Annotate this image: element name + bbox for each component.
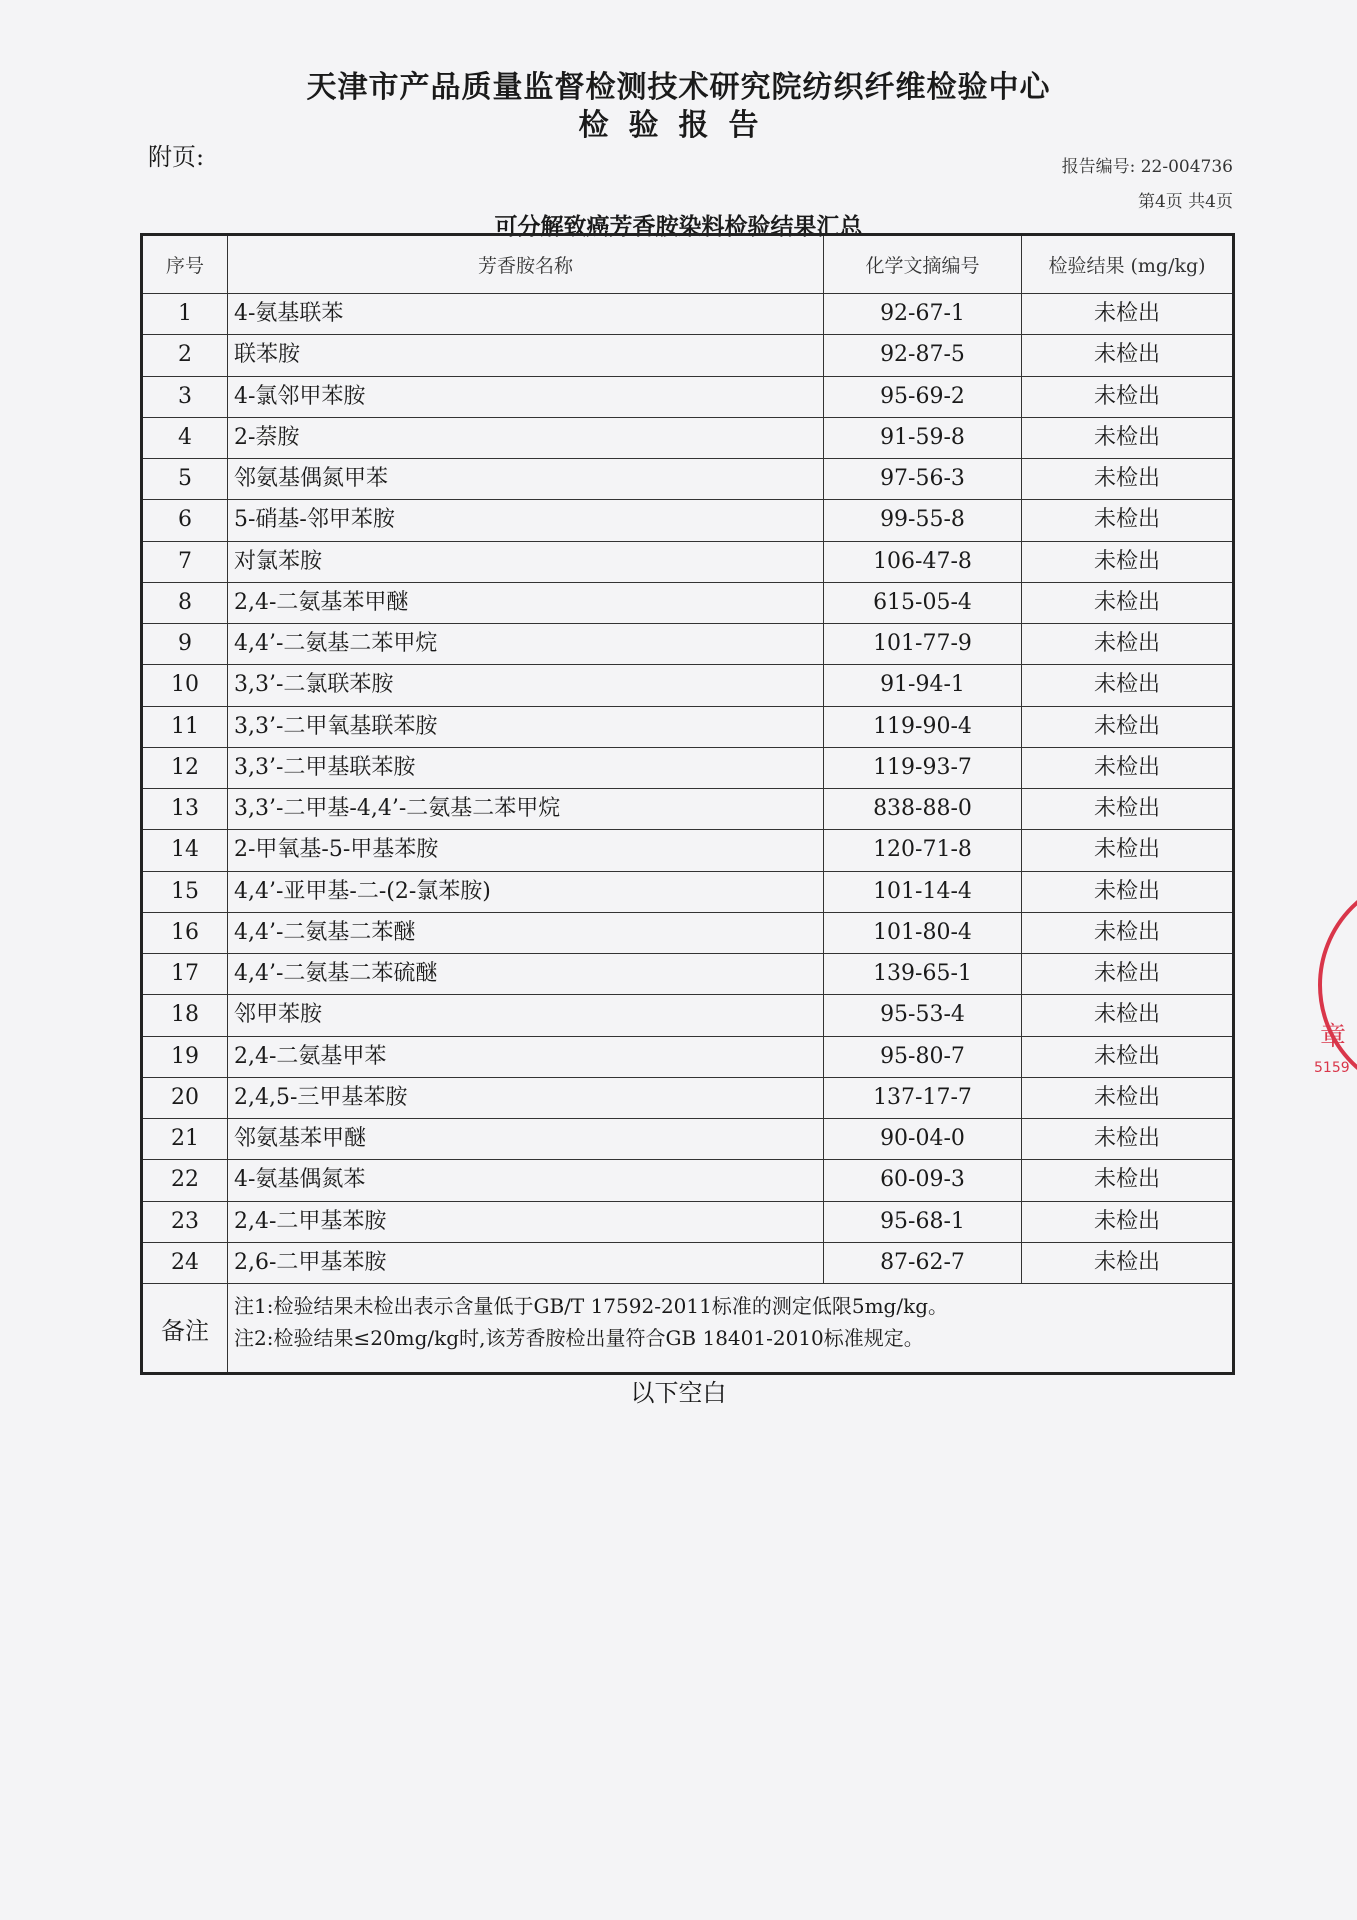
row-result: 未检出	[1022, 789, 1234, 830]
row-amine-name: 4-氯邻甲苯胺	[228, 376, 824, 417]
column-header-seq: 序号	[142, 235, 228, 294]
report-number: 报告编号: 22-004736	[1061, 157, 1233, 177]
row-cas-number: 615-05-4	[824, 582, 1022, 623]
blank-below-note: 以下空白	[630, 1379, 727, 1407]
row-cas-number: 99-55-8	[824, 500, 1022, 541]
row-amine-name: 邻氨基偶氮甲苯	[228, 459, 824, 500]
row-cas-number: 90-04-0	[824, 1119, 1022, 1160]
row-result: 未检出	[1022, 1201, 1234, 1242]
row-amine-name: 2,6-二甲基苯胺	[228, 1242, 824, 1283]
row-seq: 13	[142, 789, 228, 830]
row-cas-number: 95-53-4	[824, 995, 1022, 1036]
row-cas-number: 91-94-1	[824, 665, 1022, 706]
row-result: 未检出	[1022, 1077, 1234, 1118]
remark-note-1: 注1:检验结果未检出表示含量低于GB/T 17592-2011标准的测定低限5mg/kg。	[234, 1294, 949, 1318]
table-row	[142, 417, 1234, 458]
remarks-row	[142, 1284, 1234, 1374]
table-row	[142, 1242, 1234, 1283]
row-cas-number: 87-62-7	[824, 1242, 1022, 1283]
table-row	[142, 624, 1234, 665]
row-seq: 2	[142, 335, 228, 376]
row-amine-name: 联苯胺	[228, 335, 824, 376]
appendix-label: 附页:	[148, 143, 205, 171]
table-row	[142, 335, 1234, 376]
row-result: 未检出	[1022, 665, 1234, 706]
row-result: 未检出	[1022, 624, 1234, 665]
row-seq: 21	[142, 1119, 228, 1160]
row-seq: 1	[142, 294, 228, 335]
row-result: 未检出	[1022, 1119, 1234, 1160]
row-seq: 19	[142, 1036, 228, 1077]
official-seal	[1300, 870, 1357, 1100]
table-row	[142, 1036, 1234, 1077]
row-amine-name: 2-萘胺	[228, 417, 824, 458]
table-row	[142, 871, 1234, 912]
row-seq: 11	[142, 706, 228, 747]
row-amine-name: 4,4’-二氨基二苯甲烷	[228, 624, 824, 665]
row-result: 未检出	[1022, 830, 1234, 871]
row-seq: 20	[142, 1077, 228, 1118]
table-row	[142, 1201, 1234, 1242]
table-title: 可分解致癌芳香胺染料检验结果汇总	[494, 214, 863, 240]
row-result: 未检出	[1022, 500, 1234, 541]
table-row	[142, 789, 1234, 830]
row-cas-number: 120-71-8	[824, 830, 1022, 871]
row-seq: 8	[142, 582, 228, 623]
row-amine-name: 4,4’-亚甲基-二-(2-氯苯胺)	[228, 871, 824, 912]
table-row	[142, 954, 1234, 995]
row-seq: 7	[142, 541, 228, 582]
row-seq: 6	[142, 500, 228, 541]
row-cas-number: 95-68-1	[824, 1201, 1022, 1242]
row-seq: 17	[142, 954, 228, 995]
row-cas-number: 92-67-1	[824, 294, 1022, 335]
column-header-name: 芳香胺名称	[228, 235, 824, 294]
row-cas-number: 95-80-7	[824, 1036, 1022, 1077]
page-number: 第4页 共4页	[1137, 192, 1233, 212]
row-cas-number: 91-59-8	[824, 417, 1022, 458]
row-result: 未检出	[1022, 459, 1234, 500]
row-amine-name: 5-硝基-邻甲苯胺	[228, 500, 824, 541]
table-header-row	[142, 235, 1234, 294]
row-cas-number: 95-69-2	[824, 376, 1022, 417]
table-row	[142, 1160, 1234, 1201]
row-seq: 15	[142, 871, 228, 912]
row-result: 未检出	[1022, 417, 1234, 458]
row-cas-number: 137-17-7	[824, 1077, 1022, 1118]
results-table	[140, 233, 1235, 1375]
table-row	[142, 541, 1234, 582]
row-seq: 5	[142, 459, 228, 500]
remark-note-2: 注2:检验结果≤20mg/kg时,该芳香胺检出量符合GB 18401-2010标准规定。	[234, 1326, 924, 1350]
row-seq: 4	[142, 417, 228, 458]
row-amine-name: 2,4,5-三甲基苯胺	[228, 1077, 824, 1118]
row-result: 未检出	[1022, 747, 1234, 788]
table-row	[142, 1077, 1234, 1118]
row-seq: 22	[142, 1160, 228, 1201]
table-row	[142, 706, 1234, 747]
row-amine-name: 4,4’-二氨基二苯硫醚	[228, 954, 824, 995]
remarks-label: 备注	[142, 1284, 228, 1374]
table-row	[142, 582, 1234, 623]
row-seq: 14	[142, 830, 228, 871]
row-result: 未检出	[1022, 1160, 1234, 1201]
row-seq: 10	[142, 665, 228, 706]
remarks-cell	[228, 1284, 1234, 1374]
table-row	[142, 830, 1234, 871]
row-result: 未检出	[1022, 541, 1234, 582]
row-cas-number: 838-88-0	[824, 789, 1022, 830]
row-amine-name: 邻甲苯胺	[228, 995, 824, 1036]
row-result: 未检出	[1022, 706, 1234, 747]
row-cas-number: 97-56-3	[824, 459, 1022, 500]
table-row	[142, 294, 1234, 335]
row-result: 未检出	[1022, 294, 1234, 335]
seal-text-number: 5159	[1314, 1060, 1350, 1076]
row-result: 未检出	[1022, 1036, 1234, 1077]
row-amine-name: 3,3’-二氯联苯胺	[228, 665, 824, 706]
row-amine-name: 2,4-二甲基苯胺	[228, 1201, 824, 1242]
row-amine-name: 3,3’-二甲基联苯胺	[228, 747, 824, 788]
row-amine-name: 4-氨基联苯	[228, 294, 824, 335]
table-row	[142, 1119, 1234, 1160]
row-amine-name: 2,4-二氨基苯甲醚	[228, 582, 824, 623]
table-row	[142, 665, 1234, 706]
row-cas-number: 119-93-7	[824, 747, 1022, 788]
row-cas-number: 119-90-4	[824, 706, 1022, 747]
row-result: 未检出	[1022, 995, 1234, 1036]
row-result: 未检出	[1022, 912, 1234, 953]
row-result: 未检出	[1022, 582, 1234, 623]
row-result: 未检出	[1022, 1242, 1234, 1283]
row-seq: 12	[142, 747, 228, 788]
row-result: 未检出	[1022, 871, 1234, 912]
table-row	[142, 459, 1234, 500]
table-row	[142, 747, 1234, 788]
table-row	[142, 995, 1234, 1036]
seal-text-zhang: 章	[1320, 1022, 1347, 1052]
row-amine-name: 2-甲氧基-5-甲基苯胺	[228, 830, 824, 871]
row-cas-number: 139-65-1	[824, 954, 1022, 995]
row-cas-number: 106-47-8	[824, 541, 1022, 582]
row-cas-number: 101-77-9	[824, 624, 1022, 665]
row-seq: 9	[142, 624, 228, 665]
row-seq: 24	[142, 1242, 228, 1283]
row-cas-number: 60-09-3	[824, 1160, 1022, 1201]
row-amine-name: 邻氨基苯甲醚	[228, 1119, 824, 1160]
column-header-cas: 化学文摘编号	[824, 235, 1022, 294]
row-amine-name: 3,3’-二甲基-4,4’-二氨基二苯甲烷	[228, 789, 824, 830]
table-row	[142, 912, 1234, 953]
row-amine-name: 2,4-二氨基甲苯	[228, 1036, 824, 1077]
row-amine-name: 对氯苯胺	[228, 541, 824, 582]
row-amine-name: 3,3’-二甲氧基联苯胺	[228, 706, 824, 747]
table-row	[142, 500, 1234, 541]
row-cas-number: 101-14-4	[824, 871, 1022, 912]
row-result: 未检出	[1022, 335, 1234, 376]
report-title: 检验报告	[578, 108, 779, 143]
column-header-result: 检验结果 (mg/kg)	[1022, 235, 1234, 294]
row-seq: 23	[142, 1201, 228, 1242]
row-result: 未检出	[1022, 954, 1234, 995]
row-result: 未检出	[1022, 376, 1234, 417]
row-seq: 18	[142, 995, 228, 1036]
row-cas-number: 101-80-4	[824, 912, 1022, 953]
row-seq: 16	[142, 912, 228, 953]
organization-name: 天津市产品质量监督检测技术研究院纺织纤维检验中心	[306, 70, 1051, 105]
row-seq: 3	[142, 376, 228, 417]
row-amine-name: 4-氨基偶氮苯	[228, 1160, 824, 1201]
table-row	[142, 376, 1234, 417]
row-amine-name: 4,4’-二氨基二苯醚	[228, 912, 824, 953]
row-cas-number: 92-87-5	[824, 335, 1022, 376]
